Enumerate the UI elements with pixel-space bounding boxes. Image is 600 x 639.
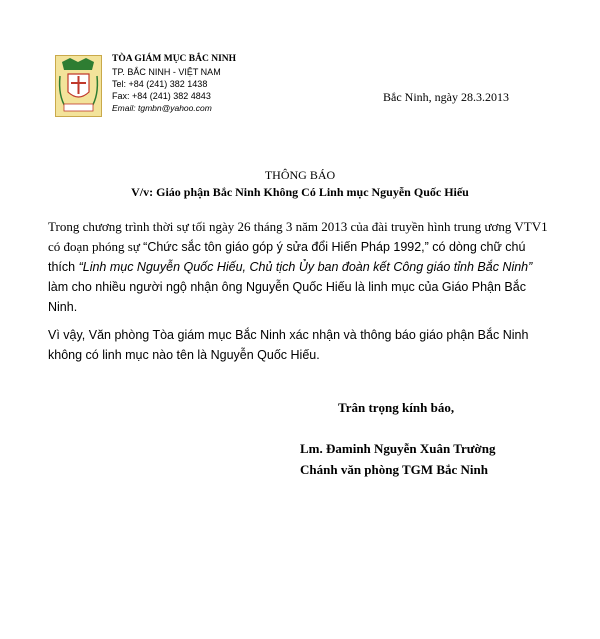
org-fax: Fax: +84 (241) 382 4843 — [112, 91, 211, 101]
paragraph-1-intro: Trong chương trình thời sự tối ngày 26 tháng 3 năm 2013 của đài truyền hình trung ương VTV1 có đoạn phóng sự — [48, 219, 548, 254]
paragraph-2: Vì vậy, Văn phòng Tòa giám mục Bắc Ninh xác nhận và thông báo giáo phận Bắc Ninh không có linh mục nào tên là Nguyễn Quốc Hiếu. — [48, 328, 529, 362]
org-name: TÒA GIÁM MỤC BẮC NINH — [112, 54, 237, 64]
paragraph-1 — [48, 217, 548, 317]
document-date: Bắc Ninh, ngày 28.3.2013 — [383, 90, 509, 104]
signer-office: Chánh văn phòng TGM Bắc Ninh — [300, 462, 488, 477]
paragraph-1-ending: làm cho nhiều người ngộ nhận ông Nguyễn Quốc Hiếu là linh mục của Giáo Phận Bắc Ninh. — [48, 280, 526, 314]
caption-quote: “Linh mục Nguyễn Quốc Hiếu, Chủ tịch Ủy ban đoàn kết Công giáo tỉnh Bắc Ninh” — [78, 260, 533, 274]
coat-of-arms-icon — [56, 56, 101, 116]
document-subject: V/v: Giáo phận Bắc Ninh Không Có Linh mục Nguyễn Quốc Hiếu — [131, 185, 469, 199]
diocese-coat-of-arms — [55, 55, 102, 117]
report-title-quote: “Chức sắc tôn giáo góp ý sửa đổi Hiến Pháp 1992,” — [143, 240, 429, 254]
org-email: Email: tgmbn@yahoo.com — [112, 103, 212, 113]
paragraph-1-caption-intro: có dòng chữ chú thích — [48, 240, 526, 274]
org-city: TP. BẮC NINH - VIỆT NAM — [112, 67, 221, 77]
signer-name: Lm. Đaminh Nguyễn Xuân Trường — [300, 441, 496, 456]
closing-line: Trân trọng kính báo, — [338, 400, 455, 415]
org-tel: Tel: +84 (241) 382 1438 — [112, 79, 208, 89]
document-title: THÔNG BÁO — [264, 168, 336, 182]
